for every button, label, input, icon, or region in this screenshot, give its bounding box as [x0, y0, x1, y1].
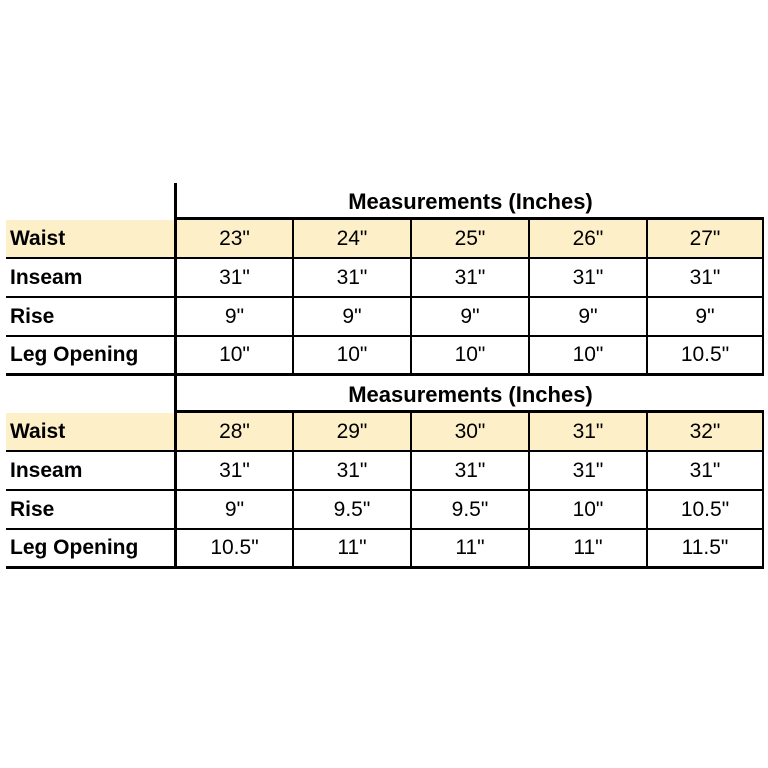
- table-cell: 9.5": [410, 491, 528, 528]
- table-row-inseam: [6, 452, 764, 491]
- table-cell: 32": [646, 413, 764, 450]
- measurements-header: Measurements (Inches): [174, 183, 764, 220]
- table-cell: 31": [292, 452, 410, 489]
- table-row-waist: [6, 220, 764, 259]
- table-cell: 9": [174, 491, 292, 528]
- table-cell: 29": [292, 413, 410, 450]
- table-cell: 23": [174, 220, 292, 257]
- header-spacer: [6, 376, 174, 413]
- table-cell: 11": [528, 530, 646, 566]
- table-row-leg-opening: [6, 337, 764, 376]
- header-row: [6, 376, 764, 413]
- table-cell: 30": [410, 413, 528, 450]
- table-cell: 10": [410, 337, 528, 373]
- table-row-leg-opening: [6, 530, 764, 569]
- table-cell: 11.5": [646, 530, 764, 566]
- table-cell: 31": [528, 259, 646, 296]
- table-cell: 10.5": [174, 530, 292, 566]
- row-label: Leg Opening: [10, 536, 139, 559]
- table-cell: 27": [646, 220, 764, 257]
- table-cell: 10.5": [646, 491, 764, 528]
- table-cell: 31": [410, 259, 528, 296]
- table-cell: 9": [646, 298, 764, 335]
- row-label: Inseam: [10, 458, 83, 482]
- header-spacer: [6, 183, 174, 220]
- table-cell: 10": [174, 337, 292, 373]
- table-row-rise: [6, 298, 764, 337]
- row-label: Leg Opening: [10, 343, 139, 366]
- table-row-waist: [6, 413, 764, 452]
- row-label: Rise: [10, 304, 55, 328]
- table-cell: 31": [646, 259, 764, 296]
- table-cell: 26": [528, 220, 646, 257]
- size-block-1: [6, 183, 764, 376]
- table-cell: 9": [292, 298, 410, 335]
- row-label: Waist: [10, 419, 66, 443]
- row-label: Rise: [10, 497, 55, 521]
- table-cell: 31": [174, 259, 292, 296]
- table-cell: 24": [292, 220, 410, 257]
- table-cell: 11": [292, 530, 410, 566]
- table-cell: 9": [410, 298, 528, 335]
- table-cell: 31": [174, 452, 292, 489]
- table-cell: 10": [292, 337, 410, 373]
- table-cell: 31": [292, 259, 410, 296]
- table-cell: 11": [410, 530, 528, 566]
- row-label: Waist: [10, 226, 66, 250]
- table-row-rise: [6, 491, 764, 530]
- table-cell: 28": [174, 413, 292, 450]
- size-chart-table: [6, 183, 764, 569]
- table-cell: 9": [528, 298, 646, 335]
- table-cell: 9": [174, 298, 292, 335]
- table-cell: 10": [528, 491, 646, 528]
- size-block-2: [6, 376, 764, 569]
- table-cell: 10.5": [646, 337, 764, 373]
- measurements-header: Measurements (Inches): [174, 376, 764, 413]
- table-cell: 31": [410, 452, 528, 489]
- table-cell: 10": [528, 337, 646, 373]
- table-cell: 25": [410, 220, 528, 257]
- table-cell: 31": [646, 452, 764, 489]
- table-cell: 9.5": [292, 491, 410, 528]
- table-row-inseam: [6, 259, 764, 298]
- table-cell: 31": [528, 413, 646, 450]
- row-label: Inseam: [10, 265, 83, 289]
- table-cell: 31": [528, 452, 646, 489]
- header-row: [6, 183, 764, 220]
